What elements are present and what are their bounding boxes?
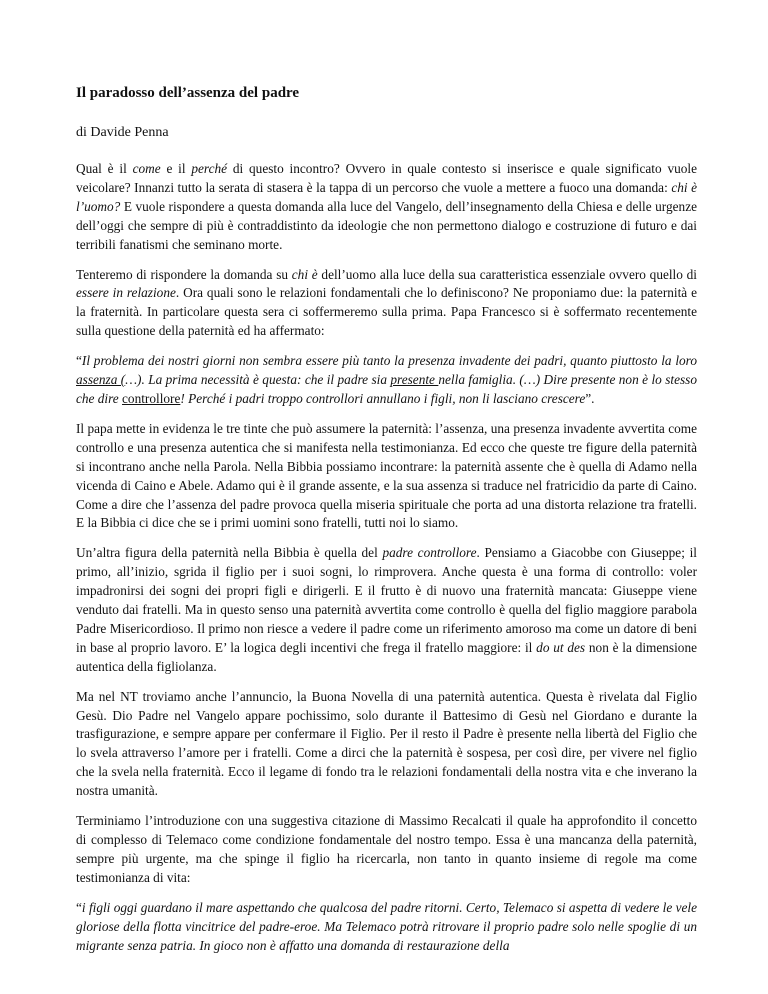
text-run: e il [160, 161, 192, 176]
text-run: di questo incontro? Ovvero in quale contesto si inserisce e quale significato vuole veicolare? Innanzi tutto la serata di stasera è la tappa di un percorso che vuole a mettere a fuoco una domanda: [76, 161, 697, 195]
emphasis-text: padre controllore [382, 545, 477, 561]
emphasis-text: chi è [291, 266, 318, 282]
paragraph-three-figures: Il papa mette in evidenza le tre tinte che può assumere la paternità: l’assenza, una presenza invadente avvertita come controllo e una presenza autentica che si manifesta nella testimonianza. Ed ecco che queste tre figure della paternità si incontrano anche nella Parola. Nella Bibbia possiamo incontrare: la paternità assente che è quella di Adamo nella vicenda di Caino e Abele. Adamo qui è il grande assente, e la sua assenza si traduce nel fratricidio da parte di Caino. Come a dire che l’assenza del padre provoca quella miseria spirituale che porta ad una distorta relazione tra fratelli. E la Bibbia ci dice che se i primi uomini sono fratelli, tutti noi lo siamo. [76, 420, 697, 531]
text-run: . Pensiamo a Giacobbe con Giuseppe; il primo, all’inizio, sgrida il figlio per i suoi sogni, lo rimprovera. Anche questa è una forma di controllo: voler impadronirsi dei sogni dei propri figli e dirigerli. E il frutto è di nuovo una fraternità mancata: Giuseppe viene venduto dai fratelli. Ma in questo senso una paternità avvertita come controllo è quella del figlio maggiore parabola Padre Misericordioso. Il primo non riesce a vedere il padre come un riferimento amoroso ma come un datore di beni in base al proprio lavoro. E’ la logica degli incentivi che frega il fratello maggiore: il [76, 545, 697, 655]
underline: presente [390, 372, 439, 388]
quote-text: …). La prima necessità è questa: che il padre sia [125, 372, 391, 388]
paragraph-intro [76, 160, 697, 255]
text-run: Qual è il [76, 161, 133, 176]
text-run: . Ora quali sono le relazioni fondamentali che lo definiscono? Ne proponiamo due: la paternità e la fraternità. In particolare questa sera ci soffermeremo sulla prima. Papa Francesco si è soffermato recentemente sulla questione della paternità ed ha affermato: [76, 285, 697, 339]
emphasis-text: do ut des [536, 639, 586, 655]
quote-text: ! Perché i padri troppo controllori annullano i figli, non li lasciano crescere [180, 390, 586, 406]
quote-text: nella famiglia. (…) Dire presente non è lo stesso che dire [76, 372, 697, 406]
quote-text: i figli oggi guardano il mare aspettando che qualcosa del padre ritorni. Certo, Telemaco si aspetta di vedere le vele gloriose della flotta vincitrice del padre-eroe. Ma Telemaco potrà ritrovare il proprio padre solo nelle spoglie di un migrante senza patria. In gioco non è affatto una domanda di restaurazione della [76, 899, 697, 953]
text-run: non è la dimensione autentica della figliolanza. [76, 639, 697, 674]
paragraph-relations [76, 266, 697, 342]
paragraph-telemaco-quote [76, 899, 697, 956]
document-body [76, 82, 697, 966]
text-run: E vuole rispondere a questa domanda alla luce del Vangelo, dell’insegnamento della Chiesa e delle urgenze dell’oggi che sempre di più è contraddistinto da ideologie che non permettono dialogo e costruzione di futuro e dai terribili fanatismi che seminano morte. [76, 198, 697, 252]
text-run: dell’uomo alla luce della sua caratteristica essenziale ovvero quello di [317, 266, 697, 282]
paragraph-recalcati: Terminiamo l’introduzione con una suggestiva citazione di Massimo Recalcati il quale ha approfondito il concetto di complesso di Telemaco come condizione fondamentale del nostro tempo. Essa è una mancanza della paternità, sempre più urgente, ma che spinge il figlio ha ricercarla, non tanto in quanto insieme di regole ma come testimonianza di vita: [76, 813, 697, 885]
underline: controllore [122, 390, 181, 406]
quote-mark: “ [76, 899, 82, 915]
quote-text: Il problema dei nostri giorni non sembra essere più tanto la presenza invadente dei padri, quanto piuttosto la loro [81, 353, 697, 369]
document-title: Il paradosso dell’assenza del padre [76, 85, 300, 101]
quote-mark: ”. [585, 390, 595, 406]
text-run: Tenteremo di rispondere la domanda su [76, 266, 292, 282]
emphasis-text: perché [191, 161, 228, 176]
text-run: Un’altra figura della paternità nella Bibbia è quella del [76, 545, 383, 561]
quote-mark: “ [76, 353, 82, 369]
paragraph-pope-quote [76, 352, 697, 409]
underlined-text [390, 372, 438, 387]
paragraph-controller-father [76, 544, 697, 676]
underlined-text [76, 372, 125, 387]
author-byline: di Davide Penna [76, 125, 169, 140]
emphasis-text: come [132, 161, 161, 176]
emphasis-text: essere in relazione [76, 285, 176, 301]
underline: assenza ( [76, 372, 126, 388]
emphasis-text: chi è l’uomo? [76, 179, 697, 214]
paragraph-authentic-paternity: Ma nel NT troviamo anche l’annuncio, la Buona Novella di una paternità autentica. Questa è rivelata dal Figlio Gesù. Dio Padre nel Vangelo appare pochissimo, solo durante il Battesimo di Gesù nel Giordano e durante la trasfigurazione, e sempre appare per confermare il Figlio. Per il resto il Padre è presente nella libertà del Figlio che lo svela attraverso l’amore per i fratelli. Come a dirci che la paternità è sospesa, per così dire, per vivere nel figlio che la svela nella fraternità. Ecco il legame di fondo tra le relazioni fondamentali della nostra vita e che inverano la nostra umanità. [76, 688, 697, 799]
